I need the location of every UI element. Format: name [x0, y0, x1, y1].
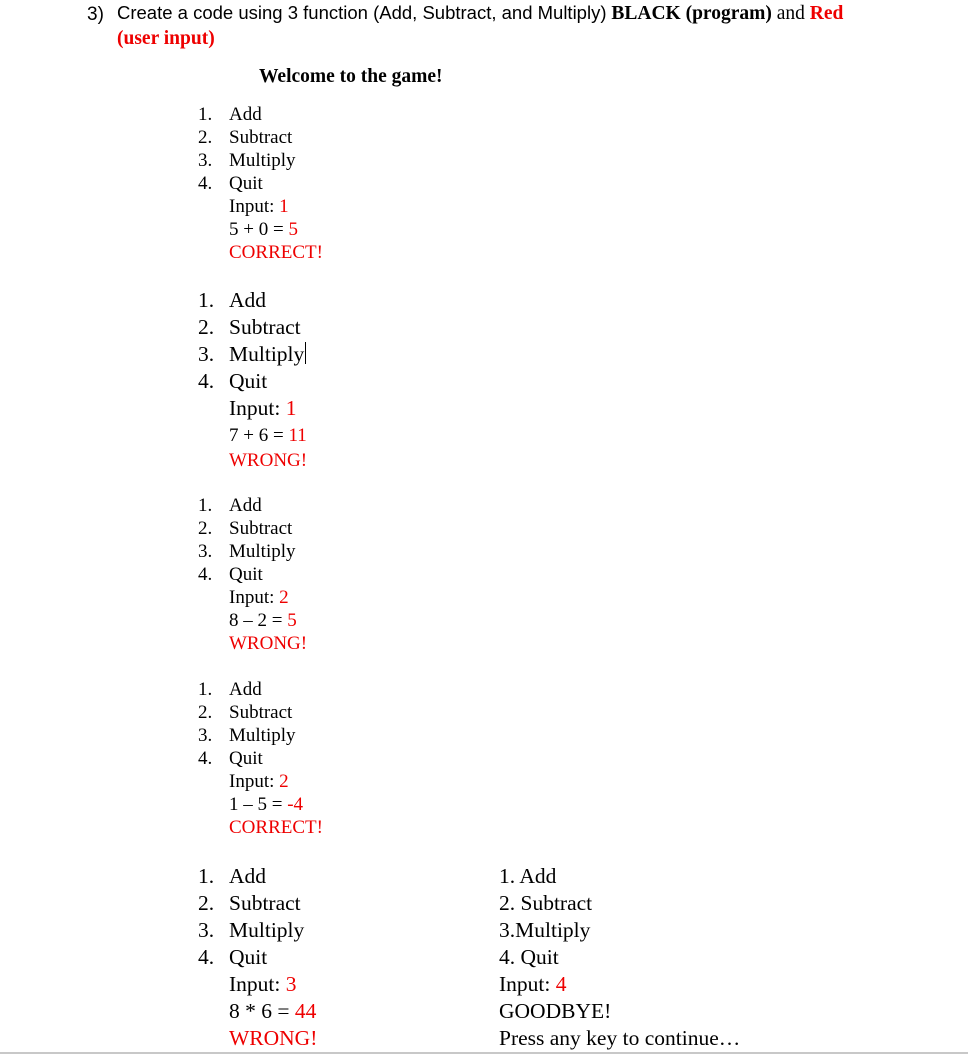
- user-input-label: (user input): [117, 28, 215, 49]
- input-line: Input: 3: [229, 972, 297, 996]
- menu-item-quit: 4. Quit: [198, 173, 263, 194]
- and-word: and: [776, 3, 805, 24]
- welcome-heading: Welcome to the game!: [259, 66, 443, 87]
- menu-item-quit: 4. Quit: [198, 748, 263, 769]
- menu-item-multiply: 3. Multiply: [198, 725, 296, 746]
- menu-item-subtract: 2. Subtract: [198, 315, 301, 339]
- menu-item-quit: 4. Quit: [198, 945, 268, 969]
- question-number: 3): [87, 4, 104, 25]
- menu-item-add: 1. Add: [198, 679, 262, 700]
- result-line: WRONG!: [229, 450, 308, 471]
- user-answer: 5: [288, 219, 298, 240]
- user-answer: -4: [287, 794, 304, 815]
- user-answer: 11: [288, 425, 307, 446]
- final-block: [499, 863, 740, 1052]
- final-menu-item-quit: 4. Quit: [499, 945, 559, 969]
- round-block-1: [198, 103, 323, 264]
- equation-line: 7 + 6 = 11: [229, 425, 307, 446]
- press-key-line: Press any key to continue…: [499, 1026, 741, 1050]
- round-block-2: [198, 287, 307, 472]
- equation-line: 8 * 6 = 44: [229, 999, 317, 1023]
- input-line: Input: 2: [229, 771, 289, 792]
- menu-item-subtract: 2. Subtract: [198, 891, 301, 915]
- input-line: Input: 1: [229, 196, 289, 217]
- final-input-value: 4: [555, 972, 567, 996]
- menu-item-quit: 4. Quit: [198, 369, 268, 393]
- menu-item-multiply: 3. Multiply: [198, 918, 305, 942]
- round-block-3: [198, 494, 307, 655]
- menu-item-add: 1. Add: [198, 288, 267, 312]
- final-menu-item-subtract: 2. Subtract: [499, 891, 593, 915]
- user-input-value: 1: [279, 196, 289, 217]
- text-cursor: [305, 342, 306, 364]
- user-input-value: 3: [285, 972, 297, 996]
- round-block-5: [198, 863, 317, 1052]
- menu-item-add: 1. Add: [198, 864, 267, 888]
- menu-item-subtract: 2. Subtract: [198, 702, 293, 723]
- question-line-1: [117, 2, 843, 25]
- equation-line: 1 – 5 = -4: [229, 794, 304, 815]
- question-text: Create a code using 3 function (Add, Subtract, and Multiply): [117, 2, 607, 23]
- red-label: Red: [809, 3, 844, 24]
- menu-item-multiply: 3. Multiply: [198, 342, 305, 366]
- user-answer: 5: [287, 610, 297, 631]
- menu-item-add: 1. Add: [198, 104, 262, 125]
- menu-item-multiply: 3. Multiply: [198, 150, 296, 171]
- final-menu-item-multiply: 3.Multiply: [499, 918, 591, 942]
- user-answer: 44: [294, 999, 317, 1023]
- menu-item-add: 1. Add: [198, 495, 262, 516]
- black-label: BLACK (program): [611, 3, 772, 24]
- user-input-value: 2: [279, 771, 289, 792]
- result-line: WRONG!: [229, 1026, 318, 1050]
- final-menu-item-add: 1. Add: [499, 864, 557, 888]
- equation-line: 5 + 0 = 5: [229, 219, 298, 240]
- result-line: CORRECT!: [229, 242, 323, 263]
- final-input-line: Input: 4: [499, 972, 567, 996]
- user-input-value: 2: [279, 587, 289, 608]
- menu-item-quit: 4. Quit: [198, 564, 263, 585]
- input-line: Input: 2: [229, 587, 289, 608]
- menu-item-subtract: 2. Subtract: [198, 518, 293, 539]
- equation-line: 8 – 2 = 5: [229, 610, 297, 631]
- goodbye-line: GOODBYE!: [499, 999, 612, 1023]
- result-line: CORRECT!: [229, 817, 323, 838]
- menu-item-subtract: 2. Subtract: [198, 127, 293, 148]
- menu-item-multiply: 3. Multiply: [198, 541, 296, 562]
- result-line: WRONG!: [229, 633, 308, 654]
- user-input-value: 1: [285, 396, 297, 420]
- input-line: Input: 1: [229, 396, 297, 420]
- round-block-4: [198, 678, 323, 839]
